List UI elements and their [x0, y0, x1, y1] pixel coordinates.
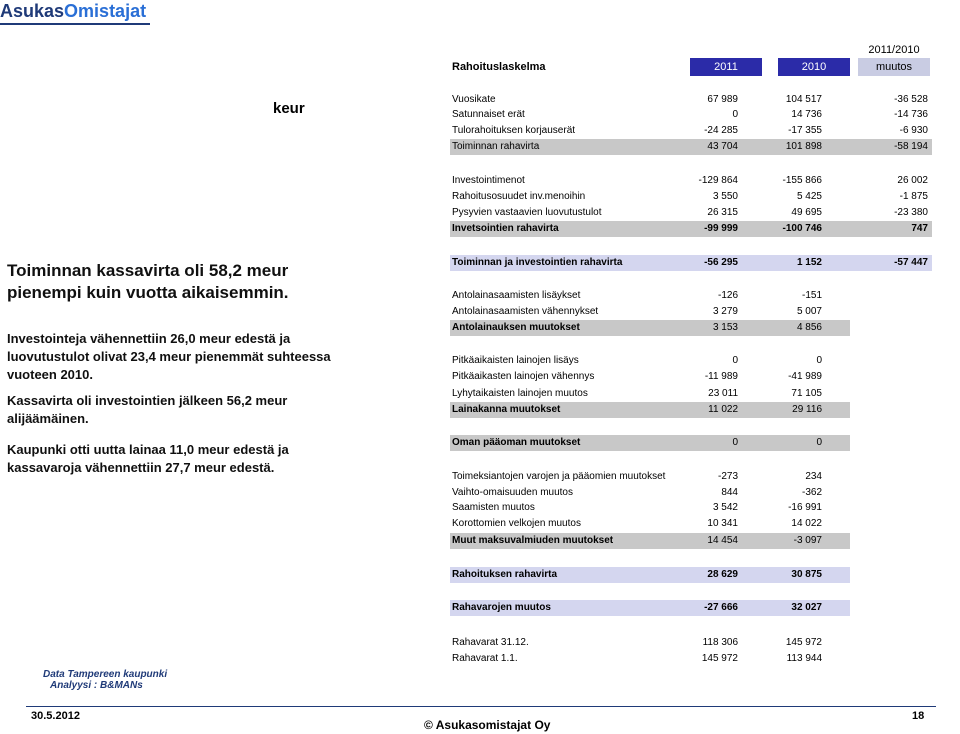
- brand-part-2: Omistajat: [64, 1, 147, 21]
- table-row-subtotal: Lainakanna muutokset 11 022 29 116: [450, 402, 850, 418]
- summary-paragraph-cashflow: [7, 392, 287, 428]
- table-row: Korottomien velkojen muutos 10 341 14 022: [452, 518, 822, 529]
- source-line-1: Data Tampereen kaupunki: [43, 669, 168, 680]
- unit-label: keur: [273, 100, 305, 117]
- summary-heading-line-1: Toiminnan kassavirta oli 58,2 meur: [7, 261, 289, 280]
- table-row: Antolainasaamisten vähennykset 3 279 5 007: [452, 306, 822, 317]
- table-row-total: Rahoituksen rahavirta 28 629 30 875: [450, 567, 850, 583]
- table-row-total: Rahavarojen muutos -27 666 32 027: [450, 600, 850, 616]
- summary-heading: [7, 260, 289, 304]
- table-row-subtotal: Muut maksuvalmiuden muutokset 14 454 -3 097: [450, 533, 850, 549]
- table-row: Pitkäaikaisten lainojen lisäys 0 0: [452, 355, 822, 366]
- table-row-subtotal: Oman pääoman muutokset 0 0: [450, 435, 850, 451]
- table-row-total: Toiminnan ja investointien rahavirta -56 295 1 152 -57 447: [450, 255, 932, 271]
- page-number: 18: [912, 710, 925, 722]
- table-row-subtotal: Antolainauksen muutokset 3 153 4 856: [450, 320, 850, 336]
- table-row: Toimeksiantojen varojen ja pääomien muutokset -273 234: [452, 471, 822, 482]
- table-title: Rahoituslaskelma: [452, 61, 546, 73]
- table-row: Lyhytaikaisten lainojen muutos 23 011 71 105: [452, 388, 822, 399]
- table-row: Investointimenot -129 864 -155 866 26 002: [452, 175, 928, 186]
- paragraph-line: luovutustulot olivat 23,4 meur pienemmät suhteessa: [7, 349, 331, 364]
- footer-copyright: © Asukasomistajat Oy: [424, 718, 551, 732]
- footer-date: 30.5.2012: [31, 710, 80, 722]
- column-header-2011: 2011: [690, 58, 762, 76]
- table-row: Rahoitusosuudet inv.menoihin 3 550 5 425 -1 875: [452, 191, 928, 202]
- paragraph-line: alijäämäinen.: [7, 411, 89, 426]
- paragraph-line: Kassavirta oli investointien jälkeen 56,2 meur: [7, 393, 288, 408]
- paragraph-line: Investointeja vähennettiin 26,0 meur edestä ja: [7, 331, 291, 346]
- table-row: Rahavarat 31.12. 118 306 145 972: [452, 637, 822, 648]
- table-row: Pysyvien vastaavien luovutustulot 26 315 49 695 -23 380: [452, 207, 928, 218]
- table-row: Pitkäaikasten lainojen vähennys -11 989 -41 989: [452, 371, 822, 382]
- footer-divider: [26, 706, 936, 707]
- source-line-2: Analyysi : B&MANs: [50, 680, 143, 691]
- column-header-2010: 2010: [778, 58, 850, 76]
- table-row: Tulorahoituksen korjauserät -24 285 -17 355 -6 930: [452, 125, 928, 136]
- summary-paragraph-investments: [7, 330, 331, 384]
- table-row: Vaihto-omaisuuden muutos 844 -362: [452, 487, 822, 498]
- table-row-subtotal: Toiminnan rahavirta 43 704 101 898 -58 194: [450, 139, 932, 155]
- brand-part-1: Asukas: [0, 1, 65, 21]
- column-header-change-period: 2011/2010: [868, 44, 920, 56]
- table-row-subtotal: Invetsointien rahavirta -99 999 -100 746 747: [450, 221, 932, 237]
- table-row: Satunnaiset erät 0 14 736 -14 736: [452, 109, 928, 120]
- paragraph-line: vuoteen 2010.: [7, 367, 93, 382]
- table-row: Vuosikate 67 989 104 517 -36 528: [452, 94, 928, 105]
- source-note: [43, 669, 167, 691]
- brand-underline: [0, 23, 150, 25]
- brand-logo: [0, 0, 300, 22]
- table-row: Saamisten muutos 3 542 -16 991: [452, 502, 822, 513]
- column-header-change: muutos: [858, 58, 930, 76]
- paragraph-line: kassavaroja vähennettiin 27,7 meur edestä.: [7, 460, 275, 475]
- paragraph-line: Kaupunki otti uutta lainaa 11,0 meur edestä ja: [7, 442, 289, 457]
- table-row: Antolainasaamisten lisäykset -126 -151: [452, 290, 822, 301]
- table-row: Rahavarat 1.1. 145 972 113 944: [452, 653, 822, 664]
- summary-heading-line-2: pienempi kuin vuotta aikaisemmin.: [7, 283, 289, 302]
- summary-paragraph-loans: [7, 441, 289, 477]
